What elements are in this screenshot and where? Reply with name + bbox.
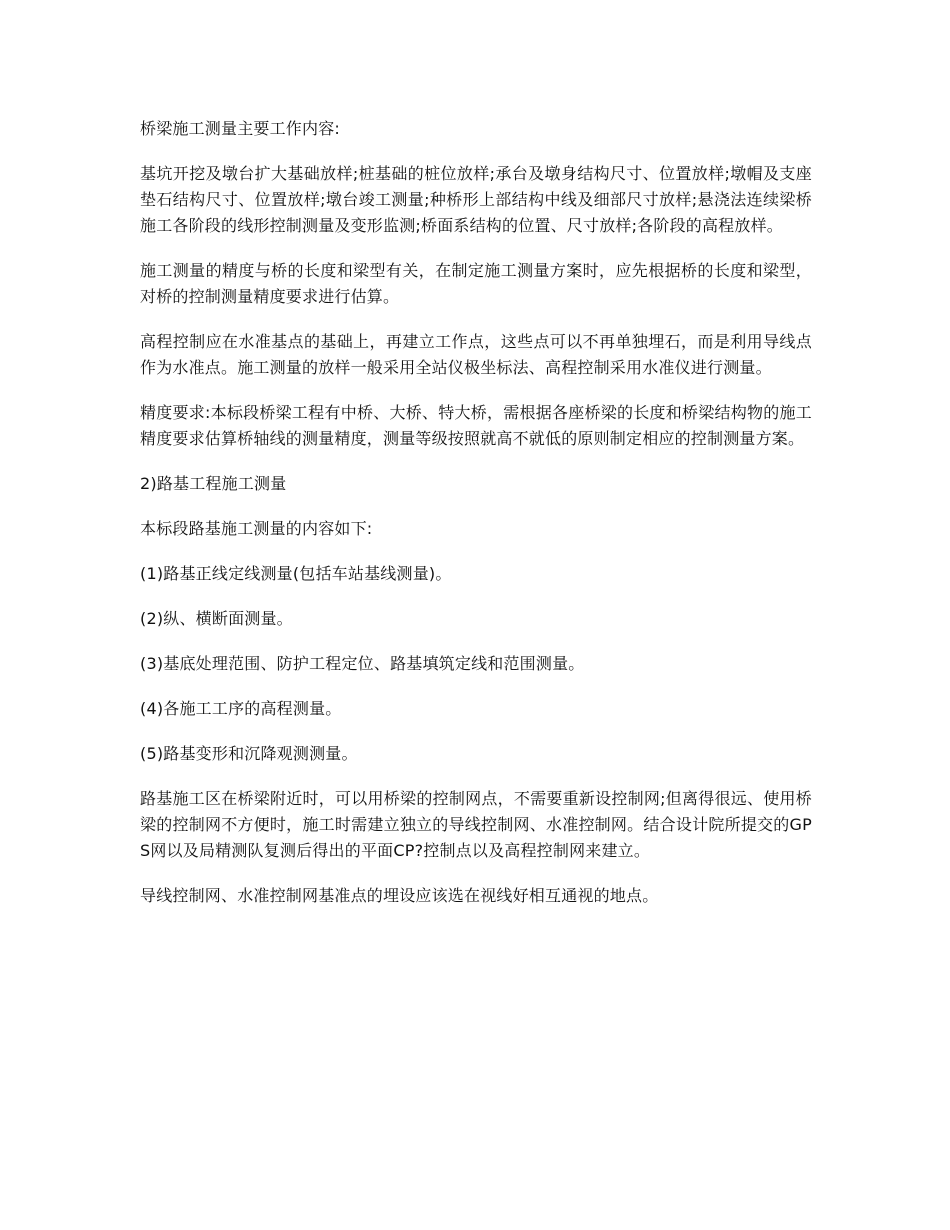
list-item-4: (4)各施工工序的高程测量。 [140,699,342,718]
paragraph-benchmark-placement: 导线控制网、水准控制网基准点的埋设应该选在视线好相互通视的地点。 [140,886,659,905]
document-body [140,116,812,928]
paragraph-precision-estimate: 施工测量的精度与桥的长度和梁型有关，在制定施工测量方案时，应先根据桥的长度和梁型，对桥的控制测量精度要求进行估算。 [140,261,812,306]
paragraph-bridge-layout-items: 基坑开挖及墩台扩大基础放样;桩基础的桩位放样;承台及墩身结构尺寸、位置放样;墩帽及支座垫石结构尺寸、位置放样;墩台竣工测量;种桥形上部结构中线及细部尺寸放样;悬浇法连续梁桥施工各阶段的线形控制测量及变形监测;桥面系结构的位置、尺寸放样;各阶段的高程放样。 [140,164,812,235]
paragraph-control-network: 路基施工区在桥梁附近时，可以用桥梁的控制网点，不需要重新设控制网;但离得很远、使用桥梁的控制网不方便时，施工时需建立独立的导线控制网、水准控制网。结合设计院所提交的GPS网以及局精测队复测后得出的平面CP?控制点以及高程控制网来建立。 [140,789,812,860]
paragraph-subgrade-intro: 本标段路基施工测量的内容如下: [140,519,373,538]
list-item-2: (2)纵、横断面测量。 [140,609,293,628]
heading-bridge-survey: 桥梁施工测量主要工作内容: [140,119,340,138]
list-item-1: (1)路基正线定线测量(包括车站基线测量)。 [140,564,452,583]
list-item-5: (5)路基变形和沉降观测测量。 [140,744,358,763]
paragraph-elevation-control: 高程控制应在水准基点的基础上，再建立工作点，这些点可以不再单独埋石，而是利用导线点作为水准点。施工测量的放样一般采用全站仪极坐标法、高程控制采用水准仪进行测量。 [140,332,812,377]
list-item-3: (3)基底处理范围、防护工程定位、路基填筑定线和范围测量。 [140,654,585,673]
heading-subgrade-survey: 2)路基工程施工测量 [140,474,287,493]
paragraph-precision-requirement: 精度要求:本标段桥梁工程有中桥、大桥、特大桥，需根据各座桥梁的长度和桥梁结构物的施工精度要求估算桥轴线的测量精度，测量等级按照就高不就低的原则制定相应的控制测量方案。 [140,403,812,448]
